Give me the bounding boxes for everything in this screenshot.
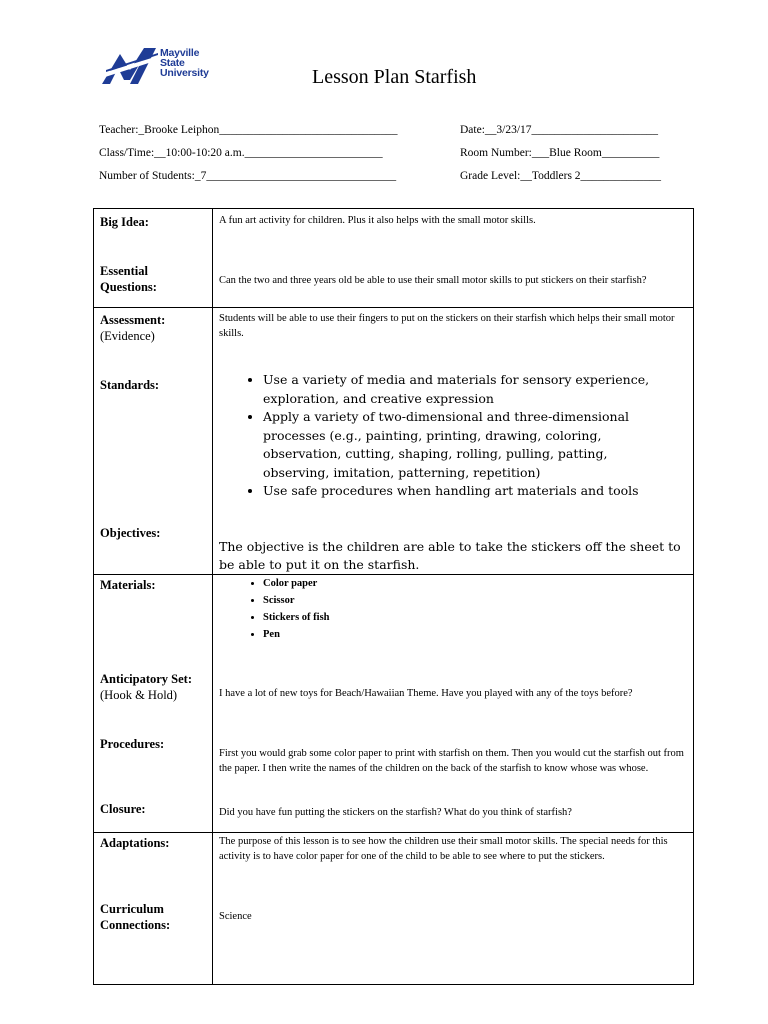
procedures-label: Procedures: [100,737,165,751]
materials-label: Materials: [100,578,156,592]
essential-label-line2: Questions: [100,280,157,294]
row-adaptations [94,833,694,985]
curriculum-connections-label [100,901,170,933]
students-field: Number of Students:_7_________________________________ [99,170,397,182]
standards-item: • Apply a variety of two-dimensional and three-dimensional processes (e.g., painting, printing, drawing, coloring, observation, cutting, shaping, rolling, pulling, patting, observing, imitation, patterning, repetition) [263,408,673,482]
class-time-field: Class/Time:__10:00-10:20 a.m.________________________ [99,147,383,159]
standards-item: • Use safe procedures when handling art materials and tools [263,482,673,501]
closure-label: Closure: [100,802,146,816]
materials-item: • Stickers of fish [263,609,330,626]
label-cell [94,833,213,985]
lesson-plan-table [93,208,694,985]
big-idea-text: A fun art activity for children. Plus it also helps with the small motor skills. [219,215,536,226]
assessment-label [100,312,165,344]
objectives-text: The objective is the children are able to take the stickers off the sheet to be able to put it on the starfish. [219,539,681,572]
content-cell [213,833,694,985]
page-title: Lesson Plan Starfish [312,66,477,88]
essential-questions-text: Can the two and three years old be able to use their small motor skills to put stickers on their starfish? [219,275,647,286]
date-field: Date:__3/23/17______________________ [460,124,659,136]
logo-text [160,48,209,78]
procedures-text: First you would grab some color paper to print with starfish on them. Then you would cut the starfish out from the paper. I then write the names of the children on the back of the starfish to know whose was whose. [219,748,684,774]
label-cell [94,575,213,833]
anticipatory-set-label [100,671,192,703]
assessment-label-text: Assessment: [100,313,166,327]
logo-line-3: University [160,67,209,79]
standards-label: Standards: [100,378,160,392]
grade-level-field: Grade Level:__Toddlers 2______________ [460,170,662,182]
curriculum-connections-text: Science [219,911,252,922]
curriculum-label-line2: Connections: [100,918,171,932]
materials-item: • Color paper [263,575,330,592]
label-cell [94,308,213,575]
standards-item: • Use a variety of media and materials for sensory experience, exploration, and creative expression [263,371,673,408]
materials-item: • Pen [263,626,330,643]
curriculum-label-line1: Curriculum [100,902,164,916]
row-big-idea [94,209,694,308]
adaptations-label: Adaptations: [100,836,170,850]
label-cell [94,209,213,308]
room-number-field: Room Number:___Blue Room__________ [460,147,660,159]
row-materials [94,575,694,833]
materials-list [219,575,330,643]
assessment-sublabel: (Evidence) [100,329,155,343]
adaptations-text: The purpose of this lesson is to see how the children use their small motor skills. The special needs for this activity is to have color paper for one of the child to be able to see where to put the stickers. [219,836,668,862]
content-cell [213,575,694,833]
content-cell [213,308,694,575]
teacher-field: Teacher:_Brooke Leiphon_______________________________ [99,124,398,136]
essential-label-line1: Essential [100,264,148,278]
content-cell [213,209,694,308]
row-assessment [94,308,694,575]
anticipatory-set-text: I have a lot of new toys for Beach/Hawaiian Theme. Have you played with any of the toys before? [219,688,633,699]
closure-text: Did you have fun putting the stickers on the starfish? What do you think of starfish? [219,807,572,818]
assessment-text: Students will be able to use their fingers to put on the stickers on their starfish which helps their small motor skills. [219,313,675,339]
anticipatory-label-text: Anticipatory Set: [100,672,192,686]
objectives-label: Objectives: [100,526,161,540]
big-idea-label: Big Idea: [100,215,149,229]
logo-line-2: State [160,57,185,69]
logo-line-1: Mayville [160,47,200,59]
standards-list [219,371,673,501]
essential-questions-label [100,263,157,295]
anticipatory-sublabel: (Hook & Hold) [100,688,178,702]
materials-item: • Scissor [263,592,330,609]
